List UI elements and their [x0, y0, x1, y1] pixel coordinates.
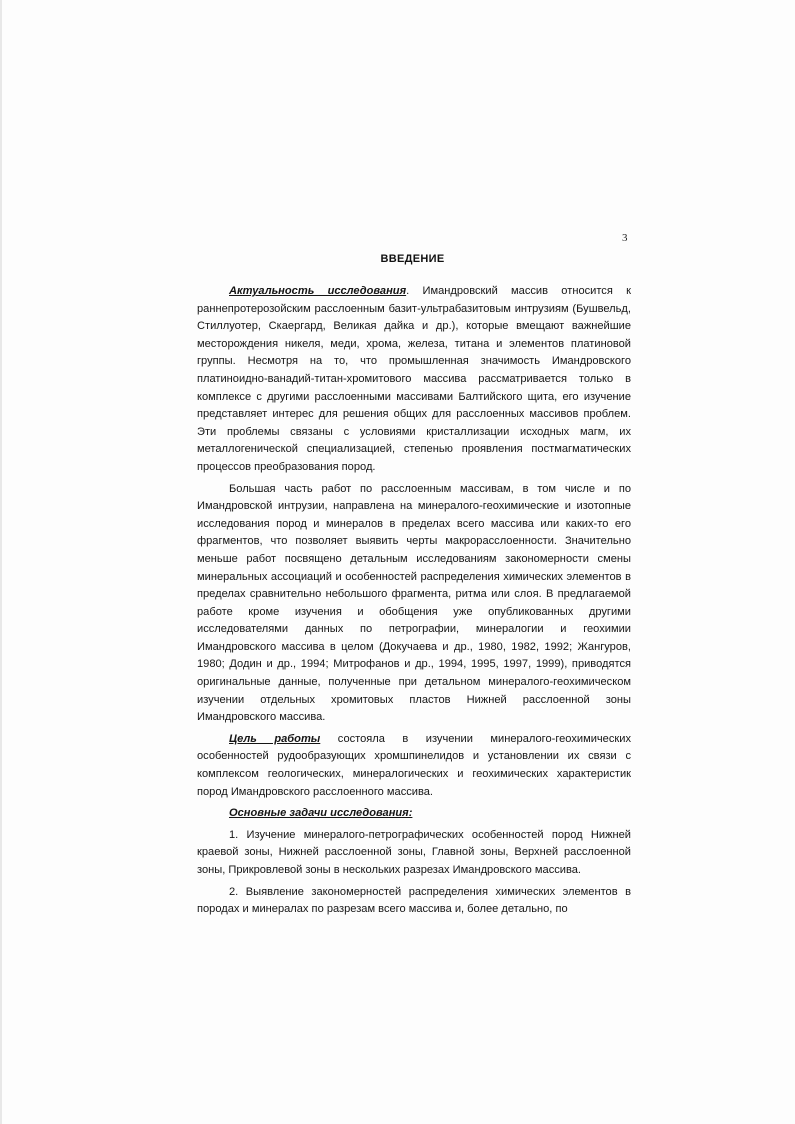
goal-lead: Цель работы	[229, 732, 321, 745]
paragraph-goal	[197, 731, 631, 801]
paragraph-prior-work: Большая часть работ по расслоенным массивам, в том числе и по Имандровской интрузии, направлена на минералого-геохимические и изотопные исследования пород и минералов в пределах всего массива или каких-то его фрагментов, что позволяет выявить черты макрорасслоенности. Значительно меньше работ посвящено детальным исследованиям закономерности смены минеральных ассоциаций и особенностей распределения химических элементов в пределах сравнительно небольшого фрагмента, ритма или слоя. В предлагаемой работе кроме изучения и обобщения уже опубликованных другими исследователями данных по петрографии, минералогии и геохимии Имандровского массива в целом (Докучаева и др., 1980, 1982, 1992; Жангуров, 1980; Додин и др., 1994; Митрофанов и др., 1994, 1995, 1997, 1999), приводятся оригинальные данные, полученные при детальном минералого-геохимическом изучении отдельных хромитовых пластов Нижней расслоенной зоны Имандровского массива.	[197, 482, 631, 724]
task-item-1: 1. Изучение минералого-петрографических особенностей пород Нижней краевой зоны, Нижней расслоенной зоны, Главной зоны, Верхней расслоенной зоны, Прикровлевой зоны в нескольких разрезах Имандровского массива.	[197, 828, 631, 876]
page-number: 3	[622, 232, 628, 244]
task-item-2: 2. Выявление закономерностей распределения химических элементов в породах и минералах по разрезам всего массива и, более детально, по	[197, 885, 631, 916]
paragraph-relevance	[197, 283, 631, 477]
relevance-text: . Имандровский массив относится к раннепротерозойским расслоенным базит-ультрабазитовым интрузиям (Бушвельд, Стиллуотер, Скаергард, Великая дайка и др.), которые вмещают важнейшие месторождения никеля, меди, хрома, железа, титана и элементов платиновой группы. Несмотря на то, что промышленная значимость Имандровского платиноидно-ванадий-титан-хромитового массива рассматривается только в комплексе с другими расслоенными массивами Балтийского щита, его изучение представляет интерес для решения общих для расслоенных массивов проблем. Эти проблемы связаны с условиями кристаллизации исходных магм, их металлогенической специализацией, степенью проявления постмагматических процессов преобразования пород.	[197, 285, 632, 473]
tasks-heading: Основные задачи исследования:	[229, 807, 413, 820]
relevance-lead: Актуальность исследования	[229, 285, 407, 297]
scan-edge	[0, 0, 2, 1124]
body-text	[197, 283, 631, 919]
page-title: ВВЕДЕНИЕ	[380, 253, 445, 265]
goal-text: состояла в изучении минералого-геохимических особенностей рудообразующих хромшпинелидов и установлении их связи с комплексом геологических, минералогических и геохимических характеристик пород Имандровского расслоенного массива.	[197, 732, 631, 798]
tasks-heading-line	[197, 805, 631, 823]
